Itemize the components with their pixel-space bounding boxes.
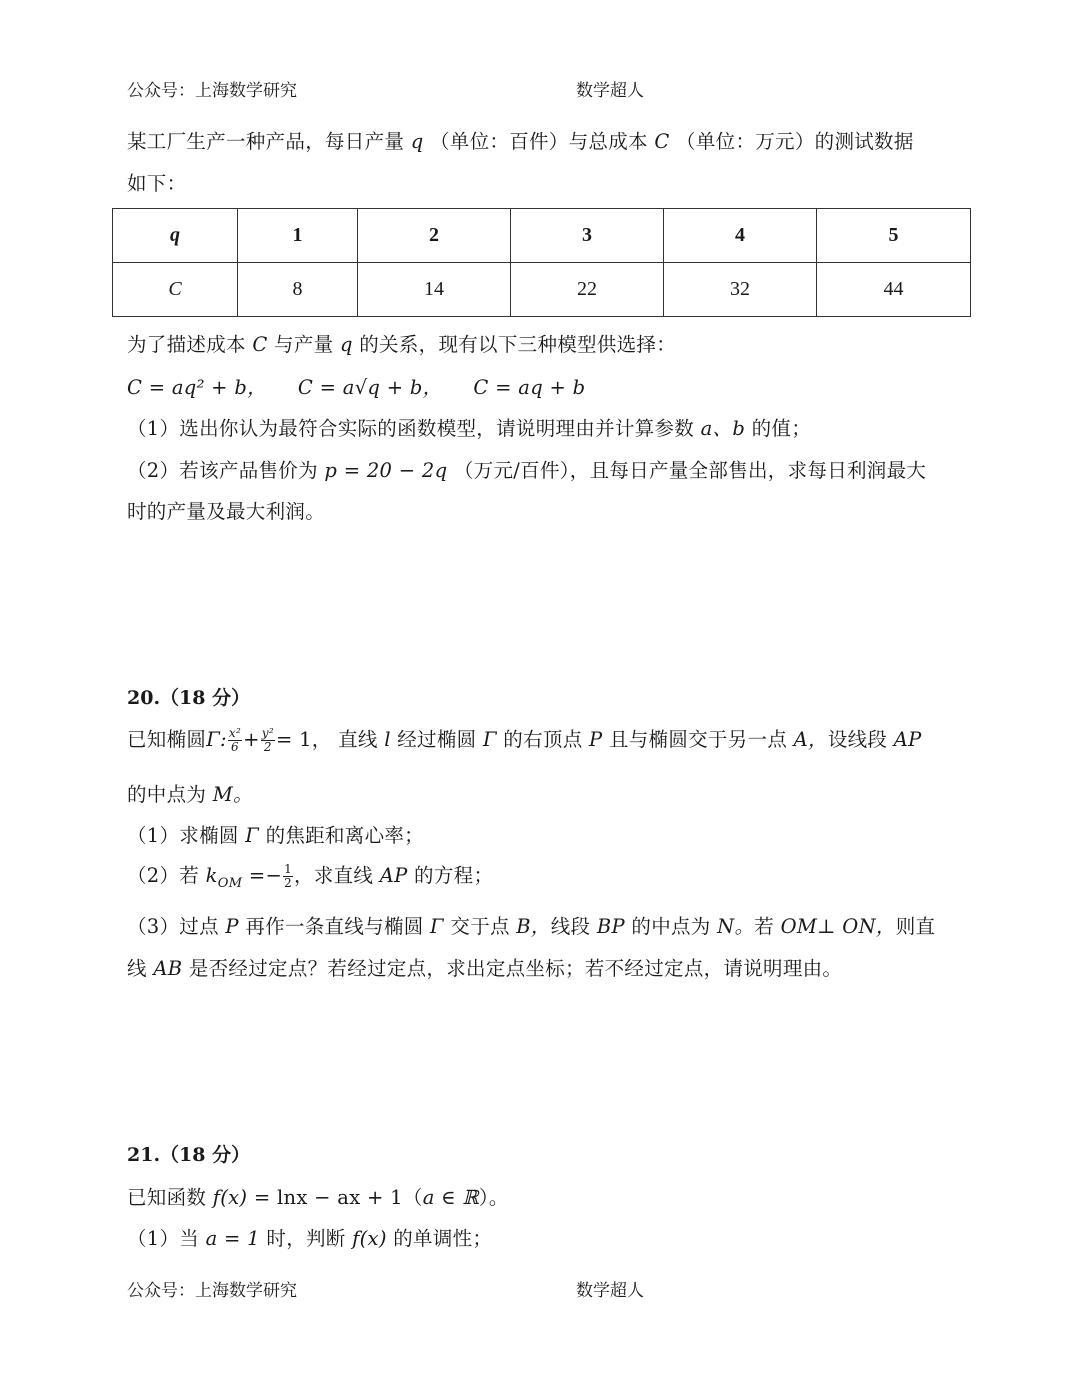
var-l: l <box>384 728 391 751</box>
data-table <box>112 208 971 317</box>
q19-part1 <box>127 413 811 441</box>
table-row-C <box>113 263 971 317</box>
q21-l1-b: ）。 <box>478 1186 509 1209</box>
perp-condition: OM⊥ ON， <box>780 915 896 938</box>
q19-intro-b: （单位：百件）与总成本 <box>430 130 648 153</box>
fraction-y2-over-2: $\frac{\text{y²}}{2}$ <box>261 726 274 754</box>
var-AB: AB <box>153 957 183 980</box>
var-gamma: Γ <box>482 728 497 751</box>
func-fx: f(x) <box>352 1227 387 1250</box>
table-cell: q <box>113 209 238 263</box>
table-cell: 14 <box>358 263 511 317</box>
q20-line1 <box>127 724 922 754</box>
q20-l2-a: 的中点为 <box>127 783 207 806</box>
q20-line2 <box>127 779 253 807</box>
q20-p4-b: 是否经过定点？若经过定点，求出定点坐标；若不经过定点，请说明理由。 <box>188 957 843 980</box>
q19-intro-a: 某工厂生产一种产品，每日产量 <box>127 130 405 153</box>
q19-p2-formula: p = 20 − 2q <box>324 459 448 482</box>
table-cell: 22 <box>511 263 664 317</box>
footer-right: 数学超人 <box>576 1281 644 1301</box>
var-N: N。 <box>717 915 755 938</box>
var-AP: AP <box>893 728 922 751</box>
func-def: = lnx − ax + 1（ <box>253 1186 423 1209</box>
var-C: C <box>252 333 268 356</box>
table-cell: 32 <box>664 263 817 317</box>
q19-intro-line1 <box>127 126 914 154</box>
q20-p2-a: （2）若 <box>127 864 200 887</box>
q20-l1-f: 设线段 <box>827 728 888 751</box>
q20-p4-a: 线 <box>127 957 147 980</box>
q19-p1-vars: a、b <box>700 417 746 440</box>
q19-relation-a: 为了描述成本 <box>127 333 246 356</box>
q21-title: 21.（18 分） <box>127 1144 251 1166</box>
plus-sign: + <box>243 728 260 751</box>
fraction-x2-over-6: $\frac{\text{x²}}{6}$ <box>228 726 242 754</box>
model-3: C = aq + b <box>473 376 586 399</box>
q19-intro-line2: 如下： <box>127 172 187 195</box>
q19-p2-a: （2）若该产品售价为 <box>127 459 318 482</box>
footer-left: 公众号：上海数学研究 <box>127 1281 297 1301</box>
q21-p1-a: （1）当 <box>127 1227 200 1250</box>
var-B: B， <box>516 915 551 938</box>
q20-l1-c: 经过椭圆 <box>397 728 477 751</box>
q20-part2 <box>127 860 493 891</box>
func-fx: f(x) <box>212 1186 248 1209</box>
q19-relation <box>127 329 676 357</box>
q20-p3-e: 的中点为 <box>631 915 711 938</box>
q20-part1 <box>127 820 424 848</box>
fraction-one-half: $\frac{1}{2}$ <box>284 862 293 890</box>
q20-p3-d: 线段 <box>550 915 591 938</box>
var-C: C <box>654 130 670 153</box>
q19-relation-b: 与产量 <box>274 333 334 356</box>
q21-l1-a: 已知函数 <box>127 1186 207 1209</box>
q20-p3-a: （3）过点 <box>127 915 219 938</box>
q20-p2-b: ，求直线 <box>294 864 374 887</box>
q19-p1-b: 的值； <box>751 417 812 440</box>
q20-l1-d: 的右顶点 <box>503 728 583 751</box>
var-q: q <box>339 333 353 356</box>
q19-p2-b: （万元/百件），且每日产量全部售出，求每日利润最大 <box>453 459 927 482</box>
q20-p3-c: 交于点 <box>450 915 510 938</box>
table-cell: 2 <box>358 209 511 263</box>
q20-l1-e: 且与椭圆交于另一点 <box>608 728 788 751</box>
q21-p1-b: 时，判断 <box>266 1227 346 1250</box>
header-right: 数学超人 <box>576 81 644 101</box>
model-1: C = aq² + b， <box>127 376 267 399</box>
table-cell: 44 <box>817 263 971 317</box>
q20-part3-cont <box>127 953 842 981</box>
q19-intro-c: （单位：万元）的测试数据 <box>676 130 914 153</box>
var-AP: AP <box>379 864 408 887</box>
var-BP: BP <box>596 915 625 938</box>
model-2: C = a√q + b， <box>297 376 443 399</box>
q20-part3 <box>127 911 935 939</box>
table-row-q <box>113 209 971 263</box>
q19-part2 <box>127 455 926 483</box>
condition-a: a ∈ ℝ <box>422 1186 479 1209</box>
slope-k: $k_{OM}$ <box>205 864 243 891</box>
q19-p1-a: （1）选出你认为最符合实际的函数模型，请说明理由并计算参数 <box>127 417 695 440</box>
q20-title: 20.（18 分） <box>127 687 251 709</box>
eq-one: = 1， <box>275 728 332 751</box>
table-cell: C <box>113 263 238 317</box>
q21-p1-c: 的单调性； <box>393 1227 493 1250</box>
q21-line1 <box>127 1182 509 1210</box>
q20-p3-b: 再作一条直线与椭圆 <box>245 915 424 938</box>
table-cell: 4 <box>664 209 817 263</box>
slope-eq: =− <box>248 864 283 887</box>
header-left: 公众号：上海数学研究 <box>127 81 297 101</box>
q20-p1-b: 的焦距和离心率； <box>265 824 424 847</box>
q19-relation-c: 的关系，现有以下三种模型供选择： <box>359 333 677 356</box>
q20-p2-c: 的方程； <box>414 864 494 887</box>
var-gamma: Γ <box>430 915 444 938</box>
q20-l1-b: 直线 <box>338 728 378 751</box>
q20-l1-a: 已知椭圆 <box>127 728 207 751</box>
ellipse-name: Γ: <box>206 728 227 751</box>
q20-p1-a: （1）求椭圆 <box>127 824 239 847</box>
table-cell: 8 <box>238 263 358 317</box>
var-gamma: Γ <box>245 824 260 847</box>
a-equals-one: a = 1 <box>205 1227 260 1250</box>
q19-models <box>127 372 585 400</box>
q20-p3-f: 若 <box>754 915 775 938</box>
table-cell: 3 <box>511 209 664 263</box>
q19-part2-cont: 时的产量及最大利润。 <box>127 500 326 523</box>
table-cell: 1 <box>238 209 358 263</box>
var-P: P <box>589 728 603 751</box>
q20-p3-g: 则直 <box>895 915 936 938</box>
q21-part1 <box>127 1223 492 1251</box>
var-M: M。 <box>212 783 253 806</box>
var-P: P <box>225 915 239 938</box>
table-cell: 5 <box>817 209 971 263</box>
var-A: A， <box>793 728 828 751</box>
var-q: q <box>410 130 424 153</box>
